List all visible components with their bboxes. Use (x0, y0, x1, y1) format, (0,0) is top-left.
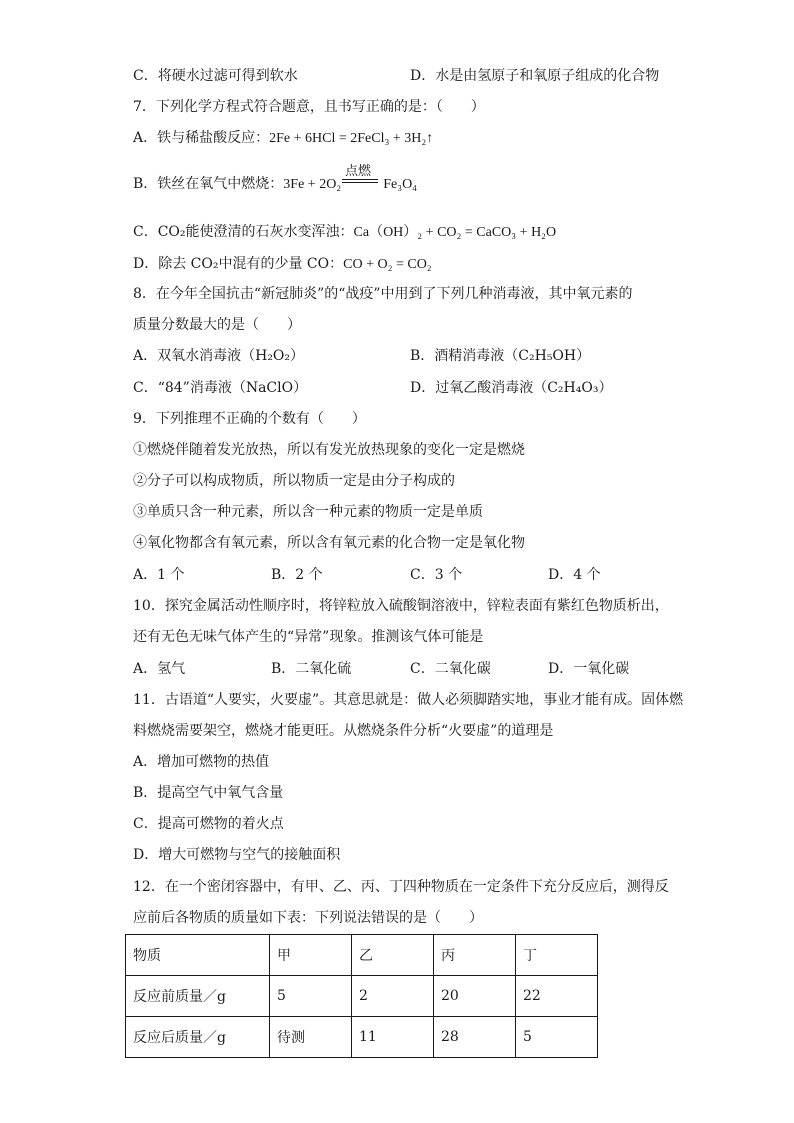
q7-option-b-equation-right: Fe₃O₄ (383, 177, 418, 192)
q10-stem-line1: 10．探究金属活动性顺序时，将锌粒放入硫酸铜溶液中，锌粒表面有紫红色物质析出， (133, 598, 669, 614)
q12-stem-line2: 应前后各物质的质量如下表：下列说法错误的是（ ） (133, 910, 483, 926)
q9-statement-3: ③单质只含一种元素，所以含一种元素的物质一定是单质 (133, 504, 483, 520)
table-cell: 5 (270, 976, 352, 1017)
table-cell: 28 (434, 1017, 516, 1058)
table-header-cell: 甲 (270, 935, 352, 976)
mass-table (125, 934, 598, 1058)
q9-option-b: B．2 个 (271, 567, 323, 583)
q7-option-d-equation: CO + O₂ = CO₂ (343, 257, 432, 272)
q10-option-a: A．氢气 (133, 661, 186, 677)
q7-option-b (133, 174, 417, 195)
q7-option-d (133, 254, 432, 275)
table-row (126, 976, 598, 1017)
q8-option-b: B．酒精消毒液（C₂H₅OH） (410, 348, 591, 364)
table-row (126, 1017, 598, 1058)
q8-stem-line1: 8．在今年全国抗击“新冠肺炎”的“战疫”中用到了下列几种消毒液，其中氧元素的 (133, 286, 633, 302)
q9-option-d: D．4 个 (548, 567, 601, 583)
q11-option-a: A．增加可燃物的热值 (133, 754, 270, 770)
q10-option-c: C．二氧化碳 (410, 661, 491, 677)
q11-stem-line2: 料燃烧需要架空，燃烧才能更旺。从燃烧条件分析“火要虚”的道理是 (133, 723, 554, 739)
q7-option-a-equation: 2Fe + 6HCl = 2FeCl₃ + 3H₂↑ (269, 131, 434, 146)
q11-option-d: D．增大可燃物与空气的接触面积 (133, 847, 341, 863)
q8-option-a: A．双氧水消毒液（H₂O₂） (133, 348, 305, 364)
q7-option-b-label: B．铁丝在氧气中燃烧： (133, 176, 284, 192)
q9-stem: 9．下列推理不正确的个数有（ ） (133, 411, 366, 427)
q7-option-c-label: C．CO₂能使澄清的石灰水变浑浊： (133, 224, 354, 240)
q7-stem: 7．下列化学方程式符合题意，且书写正确的是：（ ） (133, 99, 485, 115)
reaction-arrow-line-2 (342, 182, 378, 183)
q9-statement-2: ②分子可以构成物质，所以物质一定是由分子构成的 (133, 473, 455, 489)
q10-option-d: D．一氧化碳 (548, 661, 630, 677)
q8-option-d: D．过氧乙酸消毒液（C₂H₄O₃） (410, 380, 613, 396)
q9-option-c: C．3 个 (410, 567, 463, 583)
q10-option-b: B．二氧化硫 (271, 661, 352, 677)
table-cell: 2 (352, 976, 434, 1017)
table-cell: 反应前质量／g (126, 976, 270, 1017)
q7-option-a (133, 128, 433, 149)
q9-statement-4: ④氧化物都含有氧元素，所以含有氧元素的化合物一定是氧化物 (133, 535, 525, 551)
q11-option-c: C．提高可燃物的着火点 (133, 816, 284, 832)
q6-option-c: C．将硬水过滤可得到软水 (133, 68, 298, 84)
q12-stem-line1: 12．在一个密闭容器中，有甲、乙、丙、丁四种物质在一定条件下充分反应后，测得反 (133, 879, 669, 895)
table-cell: 11 (352, 1017, 434, 1058)
table-header-row (126, 935, 598, 976)
q7-option-b-equation-left: 3Fe + 2O₂ (283, 177, 342, 192)
q7-option-c-equation: Ca（OH）₂ + CO₂ = CaCO₃ + H₂O (353, 225, 557, 240)
table-cell: 5 (516, 1017, 598, 1058)
table-cell: 待测 (270, 1017, 352, 1058)
table-cell: 22 (516, 976, 598, 1017)
q7-option-a-label: A．铁与稀盐酸反应： (133, 130, 270, 146)
q11-option-b: B．提高空气中氧气含量 (133, 785, 284, 801)
q6-option-d: D．水是由氢原子和氧原子组成的化合物 (410, 68, 660, 84)
q8-option-c: C．“84”消毒液（NaClO） (133, 380, 308, 396)
reaction-condition-label: 点燃 (345, 164, 372, 179)
reaction-arrow-line (342, 179, 378, 180)
q8-stem-line2: 质量分数最大的是（ ） (133, 317, 301, 333)
q9-option-a: A．1 个 (133, 567, 185, 583)
q11-stem-line1: 11．古语道“人要实，火要虚”。其意思就是：做人必须脚踏实地，事业才能有成。固体燃 (133, 692, 684, 708)
table-cell: 反应后质量／g (126, 1017, 270, 1058)
q7-option-d-label: D．除去 CO₂中混有的少量 CO： (133, 256, 344, 272)
table-cell: 20 (434, 976, 516, 1017)
table-header-cell: 丙 (434, 935, 516, 976)
q9-statement-1: ①燃烧伴随着发光放热，所以有发光放热现象的变化一定是燃烧 (133, 442, 525, 458)
table-header-cell: 丁 (516, 935, 598, 976)
table-header-cell: 乙 (352, 935, 434, 976)
table-header-cell: 物质 (126, 935, 270, 976)
q10-stem-line2: 还有无色无味气体产生的“异常”现象。推测该气体可能是 (133, 629, 484, 645)
q7-option-c (133, 222, 556, 243)
